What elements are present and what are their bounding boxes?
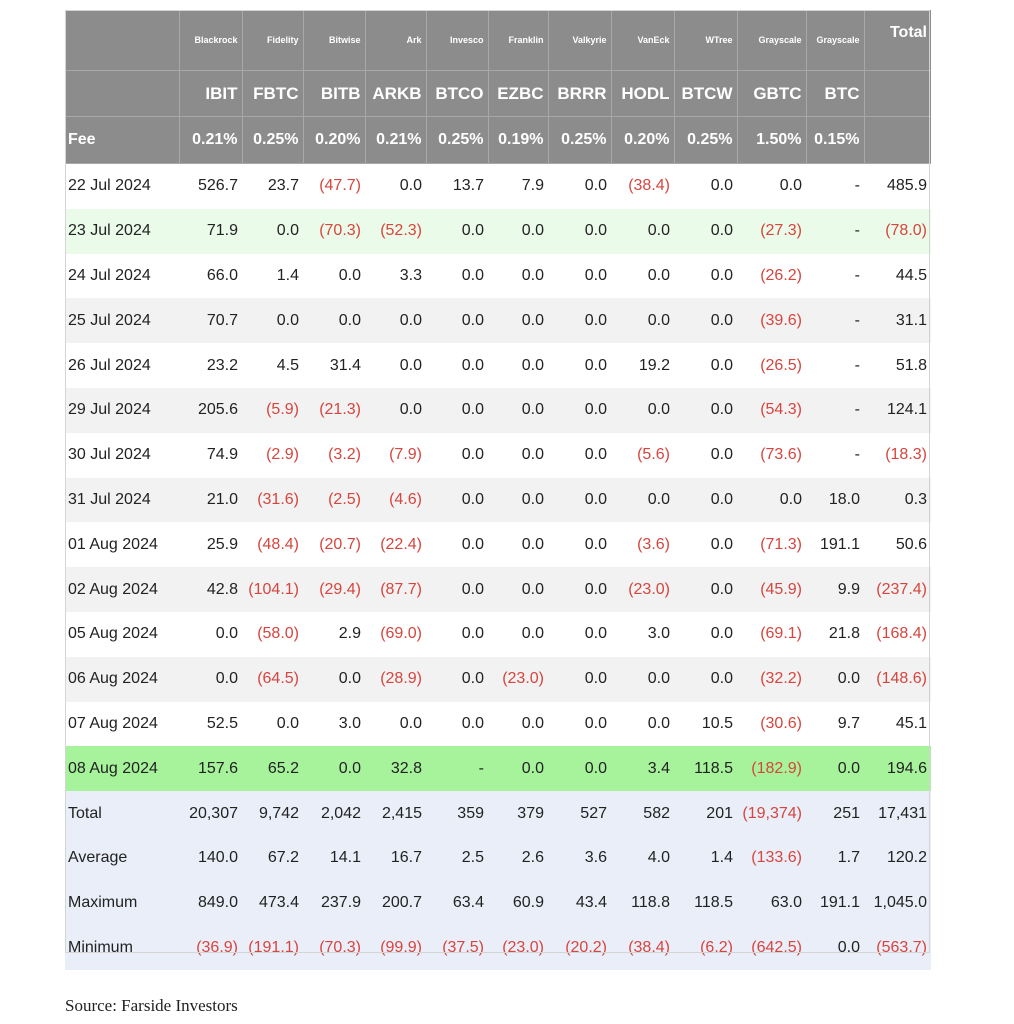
flow-row — [65, 298, 931, 343]
flow-row — [65, 478, 931, 523]
ticker-total-blank — [864, 71, 931, 117]
fee-cell: 1.50% — [737, 117, 806, 164]
flow-cell: (54.3) — [737, 388, 806, 433]
stat-cell: 16.7 — [365, 836, 426, 881]
ticker-header: GBTC — [737, 71, 806, 117]
etf-flows-table-container — [65, 10, 931, 970]
flow-cell: 0.0 — [548, 298, 611, 343]
flow-cell: 0.0 — [548, 612, 611, 657]
stat-cell: (19,374) — [737, 791, 806, 836]
flow-cell: 0.0 — [365, 388, 426, 433]
stat-cell: 237.9 — [303, 881, 365, 926]
stat-cell: (36.9) — [179, 926, 242, 971]
flow-cell: 2.9 — [303, 612, 365, 657]
flow-cell: (23.0) — [488, 657, 548, 702]
flow-cell: (5.6) — [611, 433, 674, 478]
ticker-header: BTCW — [674, 71, 737, 117]
provider-header: Blackrock — [179, 10, 242, 71]
fee-cell: 0.21% — [365, 117, 426, 164]
row-total-cell: (18.3) — [864, 433, 931, 478]
stat-cell: 118.5 — [674, 881, 737, 926]
flow-cell: 0.0 — [674, 612, 737, 657]
flow-cell: 0.0 — [488, 522, 548, 567]
row-date: 23 Jul 2024 — [65, 209, 179, 254]
stat-cell: 2.6 — [488, 836, 548, 881]
provider-header: Ark — [365, 10, 426, 71]
flow-cell: 70.7 — [179, 298, 242, 343]
flow-cell: 0.0 — [548, 388, 611, 433]
stat-label: Total — [65, 791, 179, 836]
provider-header: WTree — [674, 10, 737, 71]
ticker-header: BTC — [806, 71, 864, 117]
flow-cell: 3.0 — [611, 612, 674, 657]
total-column-header: Total — [864, 10, 931, 71]
flow-cell: (104.1) — [242, 567, 303, 612]
provider-header: Valkyrie — [548, 10, 611, 71]
stat-cell: 17,431 — [864, 791, 931, 836]
flow-cell: (22.4) — [365, 522, 426, 567]
stat-cell: 527 — [548, 791, 611, 836]
stat-cell: (6.2) — [674, 926, 737, 971]
flow-cell: 0.0 — [242, 209, 303, 254]
stat-cell: 63.0 — [737, 881, 806, 926]
flow-cell: 0.0 — [674, 209, 737, 254]
flow-cell: 0.0 — [548, 478, 611, 523]
flow-cell: 0.0 — [611, 388, 674, 433]
row-date: 07 Aug 2024 — [65, 702, 179, 747]
stat-cell: (133.6) — [737, 836, 806, 881]
flow-cell: (64.5) — [242, 657, 303, 702]
flow-cell: (38.4) — [611, 164, 674, 209]
stat-cell: 200.7 — [365, 881, 426, 926]
flow-row — [65, 702, 931, 747]
fee-cell: 0.25% — [426, 117, 488, 164]
flow-cell: (30.6) — [737, 702, 806, 747]
fee-cell: 0.21% — [179, 117, 242, 164]
row-date: 06 Aug 2024 — [65, 657, 179, 702]
stat-label: Minimum — [65, 926, 179, 971]
flow-cell: 0.0 — [426, 209, 488, 254]
ticker-header: EZBC — [488, 71, 548, 117]
flow-cell: (48.4) — [242, 522, 303, 567]
flow-cell: 9.9 — [806, 567, 864, 612]
flow-cell: (23.0) — [611, 567, 674, 612]
flow-cell: 0.0 — [488, 746, 548, 791]
provider-header: Bitwise — [303, 10, 365, 71]
source-caption: Source: Farside Investors — [65, 996, 238, 1015]
flow-cell: (69.1) — [737, 612, 806, 657]
flow-cell: (182.9) — [737, 746, 806, 791]
ticker-header-row — [65, 71, 931, 117]
row-total-cell: (237.4) — [864, 567, 931, 612]
flow-cell: (7.9) — [365, 433, 426, 478]
stat-row-minimum — [65, 926, 931, 971]
stat-cell: 2,042 — [303, 791, 365, 836]
flow-cell: - — [806, 388, 864, 433]
flow-cell: (45.9) — [737, 567, 806, 612]
flow-cell: 0.0 — [365, 164, 426, 209]
flow-cell: (32.2) — [737, 657, 806, 702]
flow-row — [65, 567, 931, 612]
fee-cell: 0.20% — [611, 117, 674, 164]
flow-cell: 0.0 — [488, 702, 548, 747]
flow-cell: 0.0 — [548, 343, 611, 388]
header-corner-cell — [65, 10, 179, 71]
flow-cell: (70.3) — [303, 209, 365, 254]
provider-header: Grayscale — [737, 10, 806, 71]
flow-cell: - — [806, 433, 864, 478]
flow-cell: (20.7) — [303, 522, 365, 567]
flow-cell: 0.0 — [548, 702, 611, 747]
flow-cell: 526.7 — [179, 164, 242, 209]
fee-cell: 0.19% — [488, 117, 548, 164]
flow-cell: 0.0 — [242, 298, 303, 343]
flow-cell: 0.0 — [611, 209, 674, 254]
flow-cell: 21.0 — [179, 478, 242, 523]
stat-cell: 0.0 — [806, 926, 864, 971]
flow-cell: 0.0 — [365, 702, 426, 747]
row-total-cell: 194.6 — [864, 746, 931, 791]
fee-total-blank — [864, 117, 931, 164]
row-total-cell: 50.6 — [864, 522, 931, 567]
stat-cell: (20.2) — [548, 926, 611, 971]
flow-cell: 0.0 — [303, 746, 365, 791]
ticker-header: BRRR — [548, 71, 611, 117]
row-total-cell: 51.8 — [864, 343, 931, 388]
stat-cell: 1.7 — [806, 836, 864, 881]
flow-cell: 0.0 — [674, 433, 737, 478]
provider-header-row — [65, 10, 931, 71]
provider-header: Fidelity — [242, 10, 303, 71]
stat-cell: 63.4 — [426, 881, 488, 926]
flow-cell: (4.6) — [365, 478, 426, 523]
flow-cell: (26.2) — [737, 254, 806, 299]
ticker-header: IBIT — [179, 71, 242, 117]
flow-cell: 42.8 — [179, 567, 242, 612]
flow-cell: (31.6) — [242, 478, 303, 523]
flow-row — [65, 433, 931, 478]
stat-label: Average — [65, 836, 179, 881]
flow-cell: 0.0 — [488, 388, 548, 433]
row-total-cell: 124.1 — [864, 388, 931, 433]
stat-cell: 2.5 — [426, 836, 488, 881]
flow-cell: 0.0 — [426, 388, 488, 433]
flow-cell: 157.6 — [179, 746, 242, 791]
flow-cell: 0.0 — [611, 657, 674, 702]
stat-cell: 43.4 — [548, 881, 611, 926]
stat-label: Maximum — [65, 881, 179, 926]
stat-cell: (37.5) — [426, 926, 488, 971]
table-header — [65, 10, 931, 164]
stat-cell: 3.6 — [548, 836, 611, 881]
flow-cell: 3.4 — [611, 746, 674, 791]
row-total-cell: 485.9 — [864, 164, 931, 209]
flow-cell: (73.6) — [737, 433, 806, 478]
flow-cell: 0.0 — [426, 522, 488, 567]
flow-cell: 0.0 — [179, 657, 242, 702]
stat-cell: (99.9) — [365, 926, 426, 971]
row-total-cell: (168.4) — [864, 612, 931, 657]
stat-cell: 118.8 — [611, 881, 674, 926]
flow-cell: - — [806, 298, 864, 343]
flow-cell: 10.5 — [674, 702, 737, 747]
fee-header-row — [65, 117, 931, 164]
flow-cell: 0.0 — [548, 209, 611, 254]
row-date: 02 Aug 2024 — [65, 567, 179, 612]
fee-cell: 0.20% — [303, 117, 365, 164]
flow-cell: (47.7) — [303, 164, 365, 209]
provider-header: Invesco — [426, 10, 488, 71]
row-total-cell: 44.5 — [864, 254, 931, 299]
flow-cell: (26.5) — [737, 343, 806, 388]
flow-cell: 0.0 — [611, 702, 674, 747]
stat-cell: 20,307 — [179, 791, 242, 836]
flow-row — [65, 522, 931, 567]
flow-cell: (5.9) — [242, 388, 303, 433]
flow-cell: (28.9) — [365, 657, 426, 702]
row-date: 01 Aug 2024 — [65, 522, 179, 567]
stat-cell: (191.1) — [242, 926, 303, 971]
flow-cell: 3.3 — [365, 254, 426, 299]
flow-cell: 205.6 — [179, 388, 242, 433]
row-date: 08 Aug 2024 — [65, 746, 179, 791]
flow-cell: - — [806, 209, 864, 254]
stat-cell: 2,415 — [365, 791, 426, 836]
flow-cell: 9.7 — [806, 702, 864, 747]
flow-cell: 0.0 — [548, 746, 611, 791]
flow-cell: 0.0 — [488, 254, 548, 299]
flow-cell: 0.0 — [426, 702, 488, 747]
stat-cell: 67.2 — [242, 836, 303, 881]
flow-cell: 71.9 — [179, 209, 242, 254]
flow-cell: (29.4) — [303, 567, 365, 612]
flow-cell: (3.6) — [611, 522, 674, 567]
flow-cell: (87.7) — [365, 567, 426, 612]
fee-cell: 0.25% — [674, 117, 737, 164]
ticker-header: HODL — [611, 71, 674, 117]
ticker-header: BITB — [303, 71, 365, 117]
flow-cell: 0.0 — [303, 657, 365, 702]
flow-cell: 0.0 — [548, 433, 611, 478]
flow-cell: 0.0 — [488, 567, 548, 612]
flow-cell: (21.3) — [303, 388, 365, 433]
stat-cell: 849.0 — [179, 881, 242, 926]
flow-cell: 0.0 — [488, 612, 548, 657]
flow-cell: (71.3) — [737, 522, 806, 567]
flow-cell: 0.0 — [611, 478, 674, 523]
stat-cell: 120.2 — [864, 836, 931, 881]
flow-cell: 0.0 — [674, 164, 737, 209]
fee-label: Fee — [65, 117, 179, 164]
flow-cell: 52.5 — [179, 702, 242, 747]
stat-row-maximum — [65, 881, 931, 926]
row-date: 24 Jul 2024 — [65, 254, 179, 299]
flow-row — [65, 657, 931, 702]
flow-cell: 0.0 — [737, 164, 806, 209]
flow-cell: 0.0 — [548, 567, 611, 612]
flow-row — [65, 612, 931, 657]
stat-row-total — [65, 791, 931, 836]
flow-cell: 0.0 — [488, 298, 548, 343]
ticker-corner-cell — [65, 71, 179, 117]
flow-cell: 4.5 — [242, 343, 303, 388]
ticker-header: ARKB — [365, 71, 426, 117]
flow-cell: 0.0 — [806, 746, 864, 791]
flow-cell: 23.7 — [242, 164, 303, 209]
stat-cell: 473.4 — [242, 881, 303, 926]
flow-cell: 0.0 — [674, 343, 737, 388]
flow-cell: 32.8 — [365, 746, 426, 791]
flow-cell: 0.0 — [674, 478, 737, 523]
stat-cell: 14.1 — [303, 836, 365, 881]
row-total-cell: (148.6) — [864, 657, 931, 702]
flow-cell: 0.0 — [303, 254, 365, 299]
stat-cell: (642.5) — [737, 926, 806, 971]
stat-cell: (38.4) — [611, 926, 674, 971]
flow-cell: 0.0 — [548, 657, 611, 702]
flow-cell: 13.7 — [426, 164, 488, 209]
flow-cell: 0.0 — [548, 522, 611, 567]
flow-row — [65, 254, 931, 299]
flow-cell: 0.0 — [426, 567, 488, 612]
flow-cell: 74.9 — [179, 433, 242, 478]
bitcoin-etf-flows-table — [65, 10, 931, 970]
row-total-cell: 0.3 — [864, 478, 931, 523]
stat-cell: 201 — [674, 791, 737, 836]
stat-cell: (70.3) — [303, 926, 365, 971]
flow-cell: 0.0 — [365, 298, 426, 343]
stat-cell: 4.0 — [611, 836, 674, 881]
flow-cell: 18.0 — [806, 478, 864, 523]
flow-cell: 0.0 — [426, 478, 488, 523]
row-date: 29 Jul 2024 — [65, 388, 179, 433]
fee-cell: 0.15% — [806, 117, 864, 164]
flow-cell: 3.0 — [303, 702, 365, 747]
flow-cell: 19.2 — [611, 343, 674, 388]
flow-cell: (52.3) — [365, 209, 426, 254]
table-body — [65, 164, 931, 971]
flow-cell: 0.0 — [242, 702, 303, 747]
flow-cell: (58.0) — [242, 612, 303, 657]
stat-cell: 191.1 — [806, 881, 864, 926]
flow-cell: 0.0 — [737, 478, 806, 523]
stat-row-average — [65, 836, 931, 881]
provider-header: Franklin — [488, 10, 548, 71]
flow-cell: 0.0 — [488, 433, 548, 478]
flow-cell: 7.9 — [488, 164, 548, 209]
ticker-header: BTCO — [426, 71, 488, 117]
flow-cell: - — [426, 746, 488, 791]
flow-cell: 21.8 — [806, 612, 864, 657]
provider-header: VanEck — [611, 10, 674, 71]
flow-cell: - — [806, 254, 864, 299]
row-total-cell: 45.1 — [864, 702, 931, 747]
flow-cell: 0.0 — [303, 298, 365, 343]
row-date: 31 Jul 2024 — [65, 478, 179, 523]
stat-cell: 359 — [426, 791, 488, 836]
flow-cell: 0.0 — [674, 254, 737, 299]
flow-cell: 0.0 — [806, 657, 864, 702]
row-date: 25 Jul 2024 — [65, 298, 179, 343]
row-date: 05 Aug 2024 — [65, 612, 179, 657]
flow-cell: 0.0 — [674, 388, 737, 433]
flow-cell: 0.0 — [488, 209, 548, 254]
flow-cell: 66.0 — [179, 254, 242, 299]
flow-cell: 0.0 — [548, 164, 611, 209]
fee-cell: 0.25% — [548, 117, 611, 164]
flow-cell: (69.0) — [365, 612, 426, 657]
flow-cell: 0.0 — [488, 343, 548, 388]
flow-cell: (39.6) — [737, 298, 806, 343]
stat-cell: (23.0) — [488, 926, 548, 971]
flow-cell: - — [806, 164, 864, 209]
stat-cell: (563.7) — [864, 926, 931, 971]
row-total-cell: (78.0) — [864, 209, 931, 254]
flow-cell: 0.0 — [548, 254, 611, 299]
flow-cell: (27.3) — [737, 209, 806, 254]
stat-cell: 1,045.0 — [864, 881, 931, 926]
flow-cell: 31.4 — [303, 343, 365, 388]
flow-cell: 65.2 — [242, 746, 303, 791]
flow-row — [65, 388, 931, 433]
stat-cell: 582 — [611, 791, 674, 836]
flow-cell: 25.9 — [179, 522, 242, 567]
flow-cell: - — [806, 343, 864, 388]
ticker-header: FBTC — [242, 71, 303, 117]
flow-cell: 0.0 — [674, 522, 737, 567]
flow-cell: 0.0 — [674, 657, 737, 702]
flow-cell: 0.0 — [426, 657, 488, 702]
flow-cell: (2.9) — [242, 433, 303, 478]
flow-cell: 0.0 — [179, 612, 242, 657]
flow-cell: 0.0 — [674, 298, 737, 343]
row-date: 26 Jul 2024 — [65, 343, 179, 388]
flow-row — [65, 343, 931, 388]
flow-cell: 0.0 — [611, 254, 674, 299]
row-date: 30 Jul 2024 — [65, 433, 179, 478]
flow-cell: 1.4 — [242, 254, 303, 299]
flow-cell: 0.0 — [426, 433, 488, 478]
flow-cell: 0.0 — [488, 478, 548, 523]
flow-row — [65, 209, 931, 254]
stat-cell: 9,742 — [242, 791, 303, 836]
flow-cell: (2.5) — [303, 478, 365, 523]
flow-row — [65, 164, 931, 209]
provider-header: Grayscale — [806, 10, 864, 71]
flow-cell: 0.0 — [426, 254, 488, 299]
flow-row — [65, 746, 931, 791]
flow-cell: 191.1 — [806, 522, 864, 567]
stat-cell: 1.4 — [674, 836, 737, 881]
flow-cell: 23.2 — [179, 343, 242, 388]
flow-cell: (3.2) — [303, 433, 365, 478]
flow-cell: 0.0 — [674, 567, 737, 612]
row-total-cell: 31.1 — [864, 298, 931, 343]
flow-cell: 118.5 — [674, 746, 737, 791]
stat-cell: 251 — [806, 791, 864, 836]
flow-cell: 0.0 — [426, 343, 488, 388]
stat-cell: 140.0 — [179, 836, 242, 881]
stat-cell: 60.9 — [488, 881, 548, 926]
fee-cell: 0.25% — [242, 117, 303, 164]
flow-cell: 0.0 — [365, 343, 426, 388]
flow-cell: 0.0 — [611, 298, 674, 343]
flow-cell: 0.0 — [426, 298, 488, 343]
flow-cell: 0.0 — [426, 612, 488, 657]
row-date: 22 Jul 2024 — [65, 164, 179, 209]
stat-cell: 379 — [488, 791, 548, 836]
